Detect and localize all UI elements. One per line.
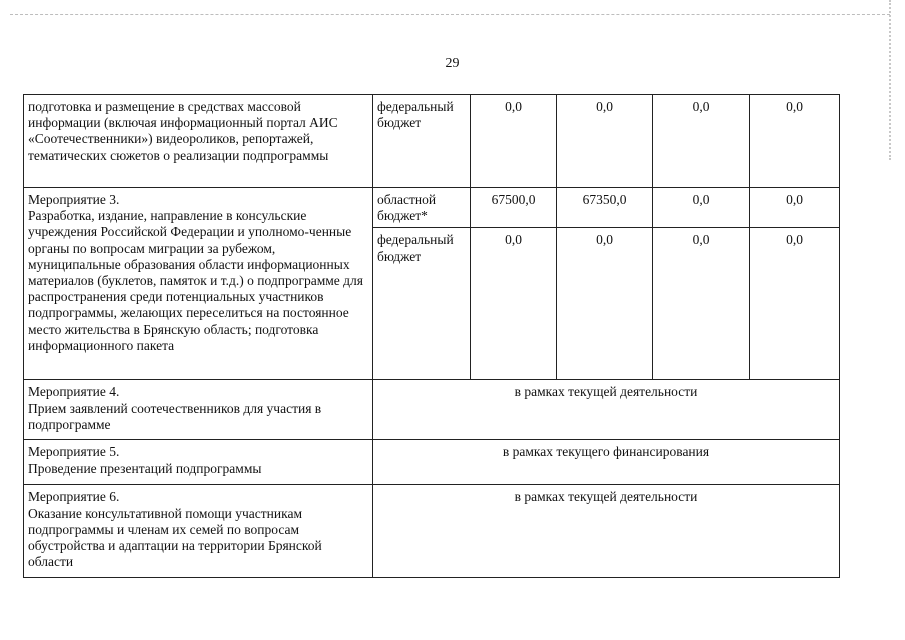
table-row <box>24 95 840 188</box>
funding-source: федеральный бюджет <box>373 95 471 188</box>
activity-description: подготовка и размещение в средствах массовой информации (включая информационный портал АИС «Соотечественники») видеороликов, репортажей, тематических сюжетов о реализации подпрограммы <box>24 95 373 188</box>
funding-source: федеральный бюджет <box>373 228 471 380</box>
activity-description <box>24 485 373 578</box>
activity-text: Мероприятие 5. Проведение презентаций подпрограммы <box>28 444 262 476</box>
funding-value: 0,0 <box>750 95 840 188</box>
funding-value: 0,0 <box>653 188 750 228</box>
funding-value: 67500,0 <box>471 188 557 228</box>
table-row <box>24 440 840 485</box>
funding-value: 67350,0 <box>557 188 653 228</box>
page-number: 29 <box>445 56 460 71</box>
funding-value: 0,0 <box>653 95 750 188</box>
activity-text: Мероприятие 4. Прием заявлений соотечественников для участия в подпрограмме <box>28 384 322 432</box>
table-row <box>24 485 840 578</box>
funding-note: в рамках текущего финансирования <box>373 440 840 485</box>
funding-value: 0,0 <box>471 228 557 380</box>
activity-text: Мероприятие 6. Оказание консультативной помощи участникам подпрограммы и членам их семей по вопросам обустройства и адаптации на территории Брянской области <box>28 489 322 570</box>
scan-artifact-top-line <box>10 14 890 15</box>
subprogram-activities-table <box>23 94 840 578</box>
funding-value: 0,0 <box>471 95 557 188</box>
funding-value: 0,0 <box>557 95 653 188</box>
activity-description <box>24 380 373 440</box>
funding-source: областной бюджет* <box>373 188 471 228</box>
scan-artifact-right-edge <box>889 0 905 160</box>
funding-note: в рамках текущей деятельности <box>373 380 840 440</box>
funding-value: 0,0 <box>750 228 840 380</box>
funding-value: 0,0 <box>750 188 840 228</box>
table-row <box>24 188 840 228</box>
activity-description <box>24 440 373 485</box>
activity-text: Мероприятие 3. Разработка, издание, направление в консульские учреждения Российской Федерации и уполномо-ченные органы по вопросам миграции за рубежом, муниципальные образования области информационных материалов (буклетов, памяток и т.д.) о подпрограмме для распространения среди потенциальных участников подпрограммы, желающих переселиться на постоянное место жительства в Брянскую область; подготовка информационного пакета <box>28 192 363 353</box>
funding-note: в рамках текущей деятельности <box>373 485 840 578</box>
activity-description <box>24 188 373 380</box>
funding-value: 0,0 <box>557 228 653 380</box>
table-row <box>24 380 840 440</box>
funding-value: 0,0 <box>653 228 750 380</box>
